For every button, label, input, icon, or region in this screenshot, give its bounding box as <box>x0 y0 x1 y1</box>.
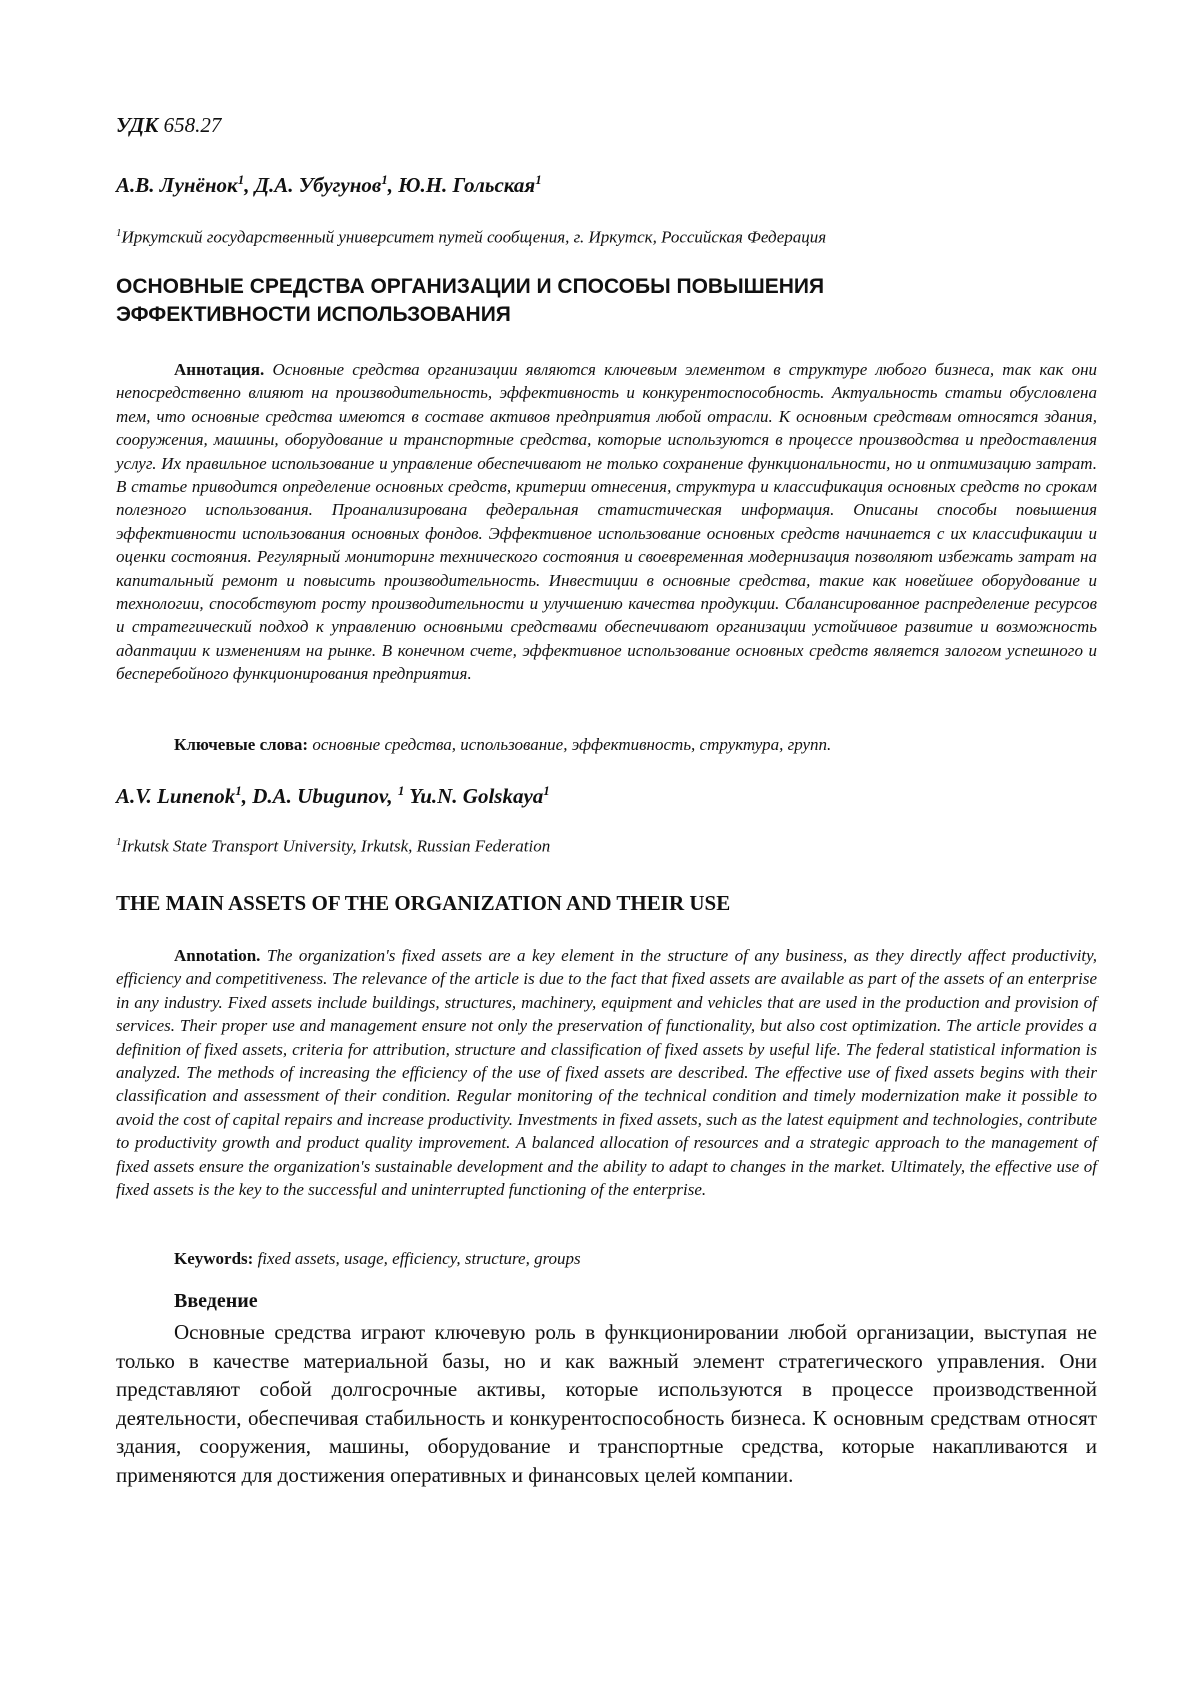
udk-line <box>116 113 221 138</box>
author-ru-1: А.В. Лунёнок <box>116 173 238 197</box>
author-ru-1-sup: 1 <box>237 172 245 187</box>
author-sep: , <box>244 173 255 197</box>
author-ru-3-sup: 1 <box>535 172 542 187</box>
author-ru-3: Ю.Н. Гольская <box>398 173 536 197</box>
author-en-2-sup: 1 <box>397 783 405 798</box>
udk-value: 658.27 <box>163 113 222 137</box>
abstract-ru-paragraph <box>116 358 1097 686</box>
affiliation-en-text: Irkutsk State Transport University, Irkutsk, Russian Federation <box>121 836 551 856</box>
title-ru-line-2: ЭФФЕКТИВНОСТИ ИСПОЛЬЗОВАНИЯ <box>116 303 511 326</box>
section-heading-intro: Введение <box>174 1290 258 1312</box>
title-ru <box>116 273 824 329</box>
affiliation-en <box>116 836 550 857</box>
title-ru-line-1: ОСНОВНЫЕ СРЕДСТВА ОРГАНИЗАЦИИ И СПОСОБЫ ПОВЫШЕНИЯ <box>116 275 825 298</box>
author-sep: , <box>387 173 399 197</box>
author-en-3-sup: 1 <box>543 783 550 798</box>
udk-label: УДК <box>116 113 159 137</box>
abstract-ru-label: Аннотация. <box>174 360 265 379</box>
keywords-ru <box>174 735 831 755</box>
author-ru-2: Д.А. Убугунов <box>254 173 382 197</box>
authors-en <box>116 783 550 809</box>
author-ru-2-sup: 1 <box>381 172 388 187</box>
title-en: THE MAIN ASSETS OF THE ORGANIZATION AND THEIR USE <box>116 891 731 915</box>
affiliation-ru-sup: 1 <box>116 227 122 239</box>
keywords-en-label: Keywords: <box>174 1249 254 1268</box>
abstract-ru-text: Основные средства организации являются ключевым элементом в структуре любого бизнеса, так как они непосредственно влияют на производительность, эффективность и конкурентоспособность. Актуальность статьи обусловлена тем, что основные средства имеются в составе активов предприятия любой отрасли. К основным средствам относятся здания, сооружения, машины, оборудование и транспортные средства, которые используются в процессе производства и предоставления услуг. Их правильное использование и управление обеспечивают не только сохранение функциональности, но и оптимизацию затрат. В статье приводится определение основных средств, критерии отнесения, структура и классификация основных средств по срокам полезного использования. Проанализирована федеральная статистическая информация. Описаны способы повышения эффективности использования основных фондов. Эффективное использование основных средств начинается с их классификации и оценки состояния. Регулярный мониторинг технического состояния и своевременная модернизация позволяют избежать затрат на капитальный ремонт и повысить производительность. Инвестиции в основные средства, такие как новейшее оборудование и технологии, способствуют росту производительности и улучшению качества продукции. Сбалансированное распределение ресурсов и стратегический подход к управлению основными средствами обеспечивают организации устойчивое развитие и возможность адаптации к изменениям на рынке. В конечном счете, эффективное использование основных средств является залогом успешного и бесперебойного функционирования предприятия. <box>116 360 1098 684</box>
keywords-ru-label: Ключевые слова: <box>174 735 309 754</box>
affiliation-en-sup: 1 <box>116 836 122 848</box>
keywords-en <box>174 1249 581 1269</box>
keywords-ru-text: основные средства, использование, эффективность, структура, групп. <box>312 735 832 754</box>
author-sep: , <box>241 784 253 808</box>
author-en-1: A.V. Lunenok <box>116 784 236 808</box>
abstract-en <box>116 944 1097 1201</box>
author-en-1-sup: 1 <box>235 783 242 798</box>
intro-body <box>116 1318 1097 1489</box>
affiliation-ru-text: Иркутский государственный университет путей сообщения, г. Иркутск, Российская Федерация <box>121 227 827 247</box>
author-en-3: Yu.N. Golskaya <box>409 784 544 808</box>
abstract-en-paragraph <box>116 944 1097 1201</box>
abstract-en-label: Annotation. <box>174 946 261 965</box>
keywords-en-text: fixed assets, usage, efficiency, structure, groups <box>257 1249 581 1268</box>
author-en-2: D.A. Ubugunov, <box>252 784 398 808</box>
authors-ru <box>116 172 542 198</box>
abstract-en-text: The organization's fixed assets are a key element in the structure of any business, as they directly affect productivity, efficiency and competitiveness. The relevance of the article is due to the fact that fixed assets are available as part of the assets of an enterprise in any industry. Fixed assets include buildings, structures, machinery, equipment and vehicles that are used in the production and provision of services. Their proper use and management ensure not only the preservation of functionality, but also cost optimization. The article provides a definition of fixed assets, criteria for attribution, structure and classification of fixed assets by useful life. The federal statistical information is analyzed. The methods of increasing the efficiency of the use of fixed assets are described. The effective use of fixed assets begins with their classification and assessment of their condition. Regular monitoring of the technical condition and timely modernization make it possible to avoid the cost of capital repairs and increase productivity. Investments in fixed assets, such as the latest equipment and technologies, contribute to productivity growth and product quality improvement. A balanced allocation of resources and a strategic approach to the management of fixed assets ensure the organization's sustainable development and the ability to adapt to changes in the market. Ultimately, the effective use of fixed assets is the key to the successful and uninterrupted functioning of the enterprise. <box>116 946 1097 1200</box>
affiliation-ru <box>116 227 826 248</box>
intro-paragraph: Основные средства играют ключевую роль в функционировании любой организации, выступая не только в качестве материальной базы, но и как важный элемент стратегического управления. Они представляют собой долгосрочные активы, которые используются в процессе производственной деятельности, обеспечивая стабильность и конкурентоспособность бизнеса. К основным средствам относят здания, сооружения, машины, оборудование и транспортные средства, которые накапливаются и применяются для достижения оперативных и финансовых целей компании. <box>116 1320 1097 1487</box>
abstract-ru <box>116 358 1097 686</box>
